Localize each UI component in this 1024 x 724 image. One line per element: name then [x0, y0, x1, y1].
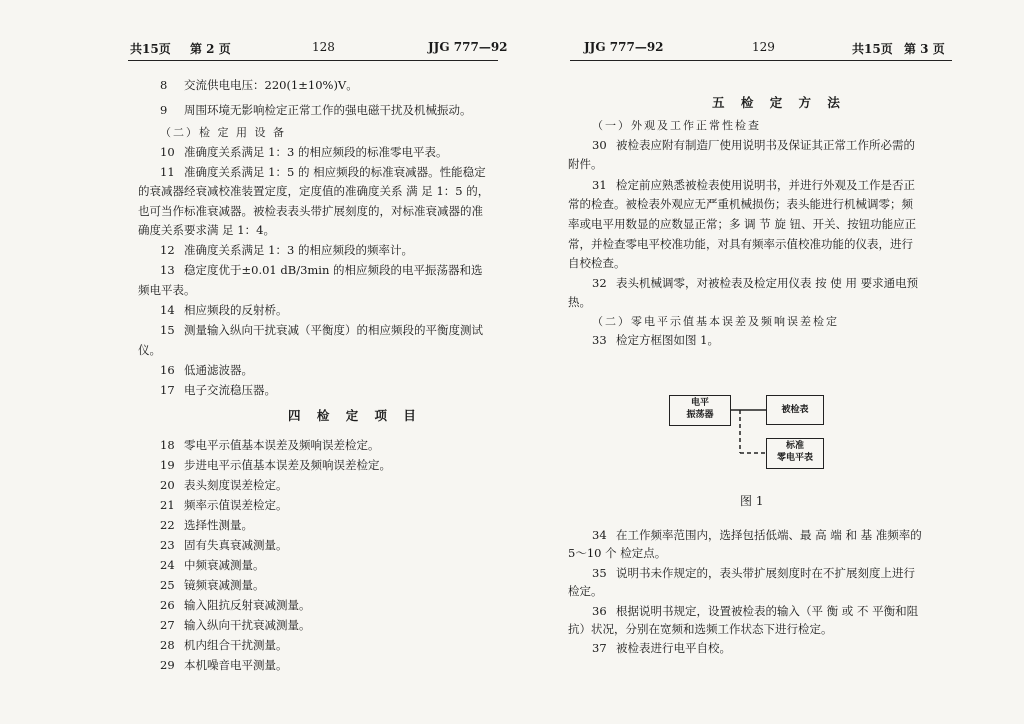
list-item-cont: 也可当作标准衰减器。被检表表头带扩展刻度的，对标准衰减器的准 [138, 204, 483, 218]
folio: 129 [752, 40, 775, 54]
list-item-cont: 自校检查。 [568, 256, 626, 270]
list-item: 17 电子交流稳压器。 [160, 383, 276, 397]
header-rule [128, 60, 498, 61]
page-count: 共15页 [130, 42, 171, 56]
list-item: 28 机内组合干扰测量。 [160, 638, 288, 652]
list-item: 34 在工作频率范围内，选择包括低端、最 高 端 和 基 准频率的 [592, 528, 922, 542]
list-item: 36 根据说明书规定，设置被检表的输入（平 衡 或 不 平衡和阻 [592, 604, 919, 618]
list-item: 16 低通滤波器。 [160, 363, 253, 377]
list-item: 13 稳定度优于±0.01 dB/3min 的相应频段的电平振荡器和选 [160, 263, 483, 277]
page-count: 共15页 [852, 42, 893, 56]
folio: 128 [312, 40, 335, 54]
list-item: 24 中频衰减测量。 [160, 558, 265, 572]
list-item: 15 测量输入纵向干扰衰减（平衡度）的相应频段的平衡度测试 [160, 323, 483, 337]
list-item-cont: 常的检查。被检表外观应无严重机械损伤；表头能进行机械调零；频 [568, 197, 913, 211]
list-item-cont: 5～10 个 检定点。 [568, 546, 667, 560]
list-item: 10 准确度关系满足 1：3 的相应频段的标准零电平表。 [160, 145, 448, 159]
list-item: 20 表头刻度误差检定。 [160, 478, 288, 492]
list-item-cont: 率或电平用数显的应数显正常；多 调 节 旋 钮、开关、按钮功能应正 [568, 217, 917, 231]
list-item: 18 零电平示值基本误差及频响误差检定。 [160, 438, 380, 452]
dut-box: 被检表 [766, 395, 824, 425]
list-item-cont: 频电平表。 [138, 283, 196, 297]
list-item: 27 输入纵向干扰衰减测量。 [160, 618, 311, 632]
list-item: 35 说明书未作规定的，表头带扩展刻度时在不扩展刻度上进行 [592, 566, 915, 580]
list-item-cont: 仪。 [138, 343, 161, 357]
list-item-cont: 附件。 [568, 157, 603, 171]
list-item: 32 表头机械调零，对被检表及检定用仪表 按 使 用 要求通电预 [592, 276, 919, 290]
standard-code: JJG 777—92 [584, 40, 664, 54]
list-item-cont: 检定。 [568, 584, 603, 598]
standard-code: JJG 777—92 [428, 40, 508, 54]
list-item: 11 准确度关系满足 1：5 的 相应频段的标准衰减器。性能稳定 [160, 165, 486, 179]
list-item: 33 检定方框图如图 1。 [592, 333, 719, 347]
subsection-heading: （二）零电平示值基本误差及频响误差检定 [592, 315, 839, 328]
list-item: 12 准确度关系满足 1：3 的相应频段的频率计。 [160, 243, 413, 257]
list-item: 25 镜频衰减测量。 [160, 578, 265, 592]
section-title: 四 检 定 项 目 [288, 408, 422, 423]
list-item: 8 交流供电电压：220(1±10%)V。 [160, 78, 358, 92]
page-number: 第 2 页 [190, 42, 231, 56]
list-item-cont: 的衰减器经衰减校准装置定度，定度值的准确度关系 满 足 1：5 的， [138, 184, 490, 198]
section-title: 五 检 定 方 法 [712, 95, 846, 110]
list-item-cont: 常，并检查零电平校准功能，对具有频率示值校准功能的仪表，进行 [568, 237, 913, 251]
list-item: 22 选择性测量。 [160, 518, 253, 532]
list-item: 14 相应频段的反射桥。 [160, 303, 288, 317]
list-item: 30 被检表应附有制造厂使用说明书及保证其正常工作所必需的 [592, 138, 915, 152]
list-item: 21 频率示值误差检定。 [160, 498, 288, 512]
standard-meter-box: 标准 零电平表 [766, 438, 824, 469]
list-item: 26 输入阻抗反射衰减测量。 [160, 598, 311, 612]
list-item-cont: 确度关系要求满 足 1：4。 [138, 223, 275, 237]
list-item-cont: 热。 [568, 295, 591, 309]
list-item: 37 被检表进行电平自校。 [592, 641, 731, 655]
oscillator-box: 电平 振荡器 [669, 395, 731, 426]
list-item-cont: 抗）状况，分别在宽频和选频工作状态下进行检定。 [568, 622, 833, 636]
page-number: 第 3 页 [904, 42, 945, 56]
list-item: 29 本机噪音电平测量。 [160, 658, 288, 672]
list-item: 23 固有失真衰减测量。 [160, 538, 288, 552]
figure-caption: 图 1 [740, 494, 764, 508]
subsection-heading: （二）检 定 用 设 备 [160, 126, 286, 139]
list-item: 9 周围环境无影响检定正常工作的强电磁干扰及机械振动。 [160, 103, 472, 117]
right-page [512, 0, 1024, 724]
list-item: 19 步进电平示值基本误差及频响误差检定。 [160, 458, 391, 472]
list-item: 31 检定前应熟悉被检表使用说明书，并进行外观及工作是否正 [592, 178, 915, 192]
subsection-heading: （一）外观及工作正常性检查 [592, 119, 761, 132]
